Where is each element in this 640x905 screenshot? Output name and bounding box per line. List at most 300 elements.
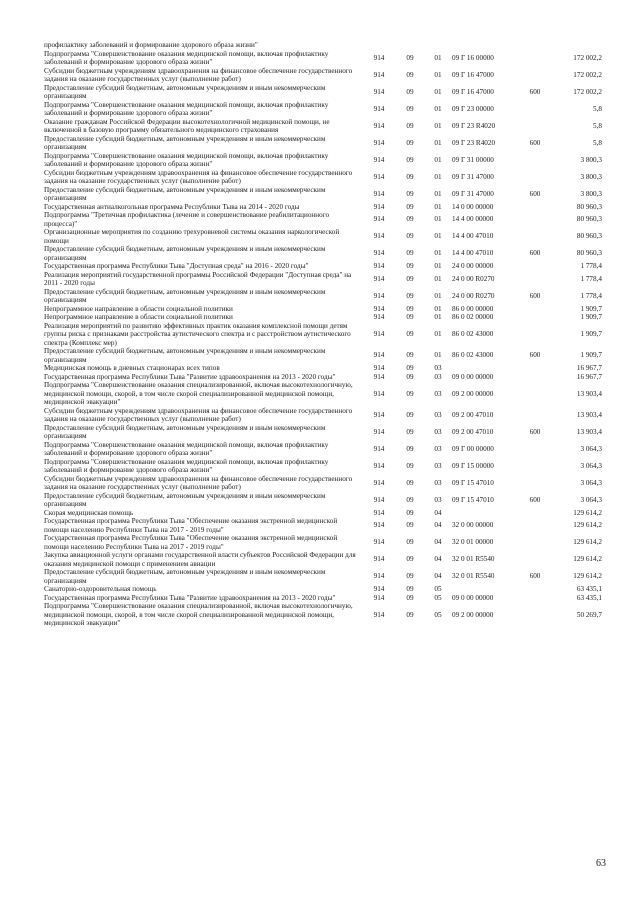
row-name: профилактику заболеваний и формирование здорового образа жизни" [44, 41, 258, 49]
row-target-article: 09 Г 15 47010 [452, 495, 494, 504]
row-ministry-code: 914 [373, 155, 385, 164]
row-ministry-code: 914 [373, 389, 385, 398]
table-row [44, 441, 602, 458]
row-expense-type [520, 602, 550, 628]
row-amount: 80 960,3 [576, 215, 602, 224]
row-name: Подпрограмма "Совершенствование оказания специализированной, включая высокотехнологичную, медицинской помощи, скорой, в том числе скорой специализированной медицинской помощи, медицинской эвакуации" [44, 381, 353, 406]
row-section-code: 09 [406, 70, 414, 79]
row-amount: 1 909,7 [580, 304, 602, 313]
row-subsection-code: 01 [434, 274, 442, 283]
row-expense-type [520, 211, 550, 228]
row-subsection-code: 03 [434, 372, 442, 381]
row-ministry-code: 914 [373, 521, 385, 530]
row-section-code: 09 [406, 291, 414, 300]
row-section-code: 09 [406, 521, 414, 530]
row-section-code: 09 [406, 389, 414, 398]
row-amount: 16 967,7 [576, 372, 602, 381]
row-section-code: 09 [406, 555, 414, 564]
row-ministry-code: 914 [373, 138, 385, 147]
row-ministry-code: 914 [373, 478, 385, 487]
row-name: Подпрограмма "Совершенствование оказания медицинской помощи, включая профилактику заболеваний и формирование здорового образа жизни" [44, 100, 329, 117]
row-ministry-code: 914 [373, 53, 385, 62]
row-target-article: 09 0 00 00000 [452, 593, 494, 602]
row-target-article: 09 Г 16 47000 [452, 70, 494, 79]
row-name: Оказание гражданам Российской Федерации высокотехнологичной медицинской помощи, не включенной в базовую программу обязательного медицинского страхования [44, 117, 330, 134]
row-amount: 3 064,3 [580, 495, 602, 504]
row-amount: 5,8 [593, 138, 602, 147]
row-target-article: 14 4 00 47010 [452, 232, 494, 241]
row-amount: 5,8 [593, 121, 602, 130]
row-subsection-code: 01 [434, 215, 442, 224]
row-expense-type [520, 475, 550, 492]
row-expense-type [520, 585, 550, 594]
row-ministry-code: 914 [373, 351, 385, 360]
row-expense-type [520, 203, 550, 212]
row-section-code: 09 [406, 351, 414, 360]
table-row [44, 118, 602, 135]
row-subsection-code: 03 [434, 427, 442, 436]
row-target-article: 24 0 00 00000 [452, 262, 494, 270]
row-subsection-code: 05 [434, 593, 442, 602]
row-amount: 1 778,4 [580, 291, 602, 300]
row-ministry-code: 914 [373, 249, 385, 258]
row-target-article [452, 585, 520, 594]
row-ministry-code: 914 [373, 495, 385, 504]
row-section-code: 09 [406, 262, 414, 270]
row-subsection-code: 01 [434, 121, 442, 130]
row-amount: 1 909,7 [580, 313, 602, 321]
row-section-code: 09 [406, 593, 414, 602]
row-section-code: 09 [406, 410, 414, 419]
row-target-article: 09 Г 16 47000 [452, 87, 494, 96]
row-name: Предоставление субсидий бюджетным, автономным учреждениям и иным некоммерческим организациям [44, 491, 326, 508]
row-name: Предоставление субсидий бюджетным, автономным учреждениям и иным некоммерческим организациям [44, 568, 326, 585]
row-ministry-code: 914 [373, 189, 385, 198]
row-section-code: 09 [406, 572, 414, 581]
row-ministry-code: 914 [373, 461, 385, 470]
table-row [44, 135, 602, 152]
row-amount: 13 903,4 [576, 389, 602, 398]
row-target-article: 09 2 00 00000 [452, 389, 494, 398]
row-ministry-code: 914 [373, 410, 385, 419]
row-section-code: 09 [406, 304, 414, 313]
row-subsection-code: 03 [434, 478, 442, 487]
row-expense-type [520, 381, 550, 407]
row-expense-type [520, 152, 550, 169]
row-name: Непрограммное направление в области социальной политики [44, 313, 233, 321]
row-ministry-code: 914 [373, 555, 385, 564]
row-amount: 63 435,1 [576, 593, 602, 602]
table-row [44, 407, 602, 424]
row-ministry-code: 914 [373, 104, 385, 113]
row-expense-type: 600 [529, 291, 541, 300]
row-target-article: 09 Г 15 00000 [452, 461, 494, 470]
row-target-article: 09 2 00 00000 [452, 610, 494, 619]
row-target-article: 09 Г 15 47010 [452, 478, 494, 487]
row-name: Реализация мероприятий государственной программы Российской Федерации "Доступная среда" на 2011 - 2020 годы [44, 270, 352, 287]
row-subsection-code: 03 [434, 444, 442, 453]
row-name: Подпрограмма "Совершенствование оказания медицинской помощи, включая профилактику заболеваний и формирование здорового образа жизни" [44, 440, 329, 457]
row-name: Субсидии бюджетным учреждениям здравоохранения на финансовое обеспечение государственного задания на оказание государственных услуг (выполнение работ) [44, 66, 353, 83]
table-row [44, 50, 602, 67]
row-amount: 129 614,2 [573, 508, 602, 517]
row-ministry-code: 914 [373, 372, 385, 381]
row-target-article: 09 Г 16 00000 [452, 53, 494, 62]
row-target-article: 32 0 00 00000 [452, 521, 494, 530]
table-row [44, 228, 602, 245]
row-expense-type: 600 [529, 138, 541, 147]
row-expense-type [520, 364, 550, 373]
row-name: Подпрограмма "Совершенствование оказания специализированной, включая высокотехнологичную, медицинской помощи, скорой, в том числе скорой специализированной медицинской помощи, медицинской эвакуации" [44, 602, 353, 627]
row-target-article: 24 0 00 R0270 [452, 291, 495, 300]
row-expense-type [520, 262, 550, 271]
row-subsection-code: 01 [434, 313, 442, 321]
row-expense-type: 600 [529, 427, 541, 436]
row-ministry-code: 914 [373, 291, 385, 300]
row-expense-type [520, 517, 550, 534]
row-amount: 80 960,3 [576, 202, 602, 211]
row-section-code [396, 41, 424, 50]
row-ministry-code: 914 [373, 202, 385, 211]
row-section-code: 09 [406, 538, 414, 547]
row-name: Санаторно-оздоровительная помощь [44, 585, 157, 593]
row-subsection-code: 04 [434, 538, 442, 547]
row-section-code: 09 [406, 444, 414, 453]
row-name: Закупка авиационной услуги органами государственной власти субъектов Российской Федерации для оказания медицинской помощи с применением авиации [44, 551, 356, 568]
row-subsection-code: 05 [434, 585, 442, 593]
row-subsection-code: 01 [434, 249, 442, 258]
row-amount: 80 960,3 [576, 232, 602, 241]
table-row [44, 585, 602, 594]
row-expense-type [520, 551, 550, 568]
row-target-article: 32 0 01 R5540 [452, 555, 495, 564]
row-ministry-code: 914 [373, 172, 385, 181]
table-row [44, 373, 602, 382]
row-section-code: 09 [406, 121, 414, 130]
row-section-code: 09 [406, 189, 414, 198]
row-target-article: 14 4 00 47010 [452, 249, 494, 258]
row-section-code: 09 [406, 172, 414, 181]
row-expense-type [520, 41, 550, 50]
row-expense-type: 600 [529, 351, 541, 360]
row-name: Субсидии бюджетным учреждениям здравоохранения на финансовое обеспечение государственного задания на оказание государственных услуг (выполнение работ) [44, 474, 353, 491]
row-section-code: 09 [406, 313, 414, 321]
row-target-article: 24 0 00 R0270 [452, 274, 495, 283]
table-row [44, 101, 602, 118]
row-ministry-code: 914 [373, 232, 385, 241]
row-name: Предоставление субсидий бюджетным, автономным учреждениям и иным некоммерческим организациям [44, 347, 326, 364]
row-amount: 129 614,2 [573, 555, 602, 564]
row-amount: 16 967,7 [576, 364, 602, 372]
row-ministry-code: 914 [373, 364, 385, 372]
row-name: Субсидии бюджетным учреждениям здравоохранения на финансовое обеспечение государственного задания на оказание государственных услуг (выполнение работ) [44, 406, 353, 423]
row-subsection-code: 01 [434, 304, 442, 313]
row-target-article: 09 2 00 47010 [452, 427, 494, 436]
row-expense-type: 600 [529, 189, 541, 198]
row-target-article: 32 0 01 00000 [452, 538, 494, 547]
row-name: Предоставление субсидий бюджетным, автономным учреждениям и иным некоммерческим организациям [44, 185, 326, 202]
row-target-article: 14 0 00 00000 [452, 202, 494, 211]
row-section-code: 09 [406, 610, 414, 619]
row-target-article: 09 0 00 00000 [452, 372, 494, 381]
row-section-code: 09 [406, 364, 414, 372]
row-expense-type: 600 [529, 572, 541, 581]
row-name: Медицинская помощь в дневных стационарах всех типов [44, 364, 220, 372]
row-name: Реализация мероприятий по развитию эффективных практик оказания комплексной помощи детям группы риска с признаками расстройства аутистического спектра и с расстройством аутистического спектра (Комплекс мер) [44, 321, 351, 347]
row-amount: 3 800,3 [580, 155, 602, 164]
row-expense-type [520, 509, 550, 518]
row-name: Организационные мероприятия по созданию трехуровневой системы оказания наркологической помощи [44, 228, 340, 245]
row-subsection-code: 03 [434, 410, 442, 419]
row-amount: 13 903,4 [576, 410, 602, 419]
row-target-article: 09 Г 23 00000 [452, 104, 494, 113]
table-row [44, 492, 602, 509]
row-amount: 3 064,3 [580, 478, 602, 487]
row-ministry-code: 914 [373, 215, 385, 224]
row-section-code: 09 [406, 330, 414, 338]
row-ministry-code: 914 [373, 444, 385, 453]
row-name: Предоставление субсидий бюджетным, автономным учреждениям и иным некоммерческим организациям [44, 245, 326, 262]
row-expense-type [520, 534, 550, 551]
row-name: Государственная программа Республики Тыва "Развитие здравоохранения на 2013 - 2020 годы" [44, 593, 336, 602]
table-row [44, 288, 602, 305]
row-section-code: 09 [406, 249, 414, 258]
table-row [44, 84, 602, 101]
table-row [44, 152, 602, 169]
row-subsection-code: 01 [434, 138, 442, 147]
row-target-article: 09 Г 23 R4020 [452, 121, 496, 130]
table-row [44, 364, 602, 373]
row-ministry-code: 914 [373, 538, 385, 547]
table-row [44, 67, 602, 84]
row-ministry-code: 914 [373, 304, 385, 313]
row-amount: 5,8 [593, 104, 602, 113]
row-ministry-code: 914 [373, 70, 385, 79]
row-expense-type [520, 118, 550, 135]
row-subsection-code [424, 41, 452, 50]
row-section-code: 09 [406, 53, 414, 62]
row-expense-type [520, 407, 550, 424]
row-subsection-code: 04 [434, 555, 442, 564]
row-ministry-code: 914 [373, 313, 385, 321]
row-subsection-code: 03 [434, 495, 442, 504]
row-name: Государственная программа Республики Тыва "Обеспечение оказания экстренной медицинской помощи населению Республики Тыва на 2017 - 2019 годы" [44, 534, 338, 551]
row-name: Субсидии бюджетным учреждениям здравоохранения на финансовое обеспечение государственного задания на оказание государственных услуг (выполнение работ) [44, 168, 353, 185]
row-subsection-code: 01 [434, 53, 442, 62]
table-row [44, 245, 602, 262]
row-expense-type [520, 373, 550, 382]
row-amount: 3 800,3 [580, 189, 602, 198]
row-target-article: 09 Г 31 00000 [452, 155, 494, 164]
row-section-code: 09 [406, 508, 414, 517]
row-expense-type: 600 [529, 495, 541, 504]
row-ministry-code [362, 41, 396, 50]
row-subsection-code: 04 [434, 572, 442, 581]
row-amount: 3 800,3 [580, 172, 602, 181]
row-name: Предоставление субсидий бюджетным, автономным учреждениям и иным некоммерческим организациям [44, 423, 326, 440]
row-target-article: 86 0 00 00000 [452, 304, 494, 313]
row-name: Подпрограмма "Совершенствование оказания медицинской помощи, включая профилактику заболеваний и формирование здорового образа жизни" [44, 49, 329, 66]
row-section-code: 09 [406, 372, 414, 381]
row-amount: 172 002,2 [573, 70, 602, 79]
table-row [44, 322, 602, 348]
row-expense-type: 600 [529, 249, 541, 258]
row-target-article: 14 4 00 00000 [452, 215, 494, 224]
row-subsection-code: 01 [434, 291, 442, 300]
row-target-article: 86 0 02 00000 [452, 313, 494, 321]
table-row [44, 186, 602, 203]
table-row [44, 602, 602, 628]
row-subsection-code: 01 [434, 87, 442, 96]
row-ministry-code: 914 [373, 508, 385, 517]
table-row [44, 475, 602, 492]
row-ministry-code: 914 [373, 585, 385, 593]
row-ministry-code: 914 [373, 121, 385, 130]
row-subsection-code: 01 [434, 232, 442, 241]
row-name: Подпрограмма "Совершенствование оказания медицинской помощи, включая профилактику заболеваний и формирование здорового образа жизни" [44, 457, 329, 474]
row-amount: 50 269,7 [576, 610, 602, 619]
row-section-code: 09 [406, 427, 414, 436]
row-subsection-code: 01 [434, 202, 442, 211]
row-target-article [452, 41, 520, 50]
row-expense-type [520, 101, 550, 118]
row-amount: 3 064,3 [580, 461, 602, 470]
row-ministry-code: 914 [373, 274, 385, 283]
row-subsection-code: 03 [434, 364, 442, 372]
row-subsection-code: 04 [434, 521, 442, 530]
row-target-article: 86 0 02 43000 [452, 351, 494, 360]
row-ministry-code: 914 [373, 593, 385, 602]
row-target-article: 86 0 02 43000 [452, 330, 494, 338]
row-section-code: 09 [406, 155, 414, 164]
table-row [44, 568, 602, 585]
table-row [44, 262, 602, 271]
row-target-article: 09 Г 31 47000 [452, 172, 494, 181]
row-name: Государственная программа Республики Тыва "Доступная среда" на 2016 - 2020 годы" [44, 262, 309, 270]
row-section-code: 09 [406, 202, 414, 211]
row-ministry-code: 914 [373, 87, 385, 96]
row-amount: 129 614,2 [573, 521, 602, 530]
row-name: Государственная программа Республики Тыва "Развитие здравоохранения на 2013 - 2020 годы" [44, 372, 336, 381]
row-section-code: 09 [406, 138, 414, 147]
row-section-code: 09 [406, 104, 414, 113]
table-row [44, 517, 602, 534]
row-name: Государственная программа Республики Тыва "Обеспечение оказания экстренной медицинской помощи населению Республики Тыва на 2017 - 2019 годы" [44, 517, 338, 534]
row-amount: 1 778,4 [580, 262, 602, 270]
row-target-article: 09 Г 00 00000 [452, 444, 494, 453]
row-amount: 13 903,4 [576, 427, 602, 436]
table-row [44, 211, 602, 228]
table-row [44, 424, 602, 441]
budget-table [44, 41, 602, 628]
row-subsection-code: 01 [434, 189, 442, 198]
budget-table-body [44, 41, 602, 628]
row-expense-type [520, 313, 550, 322]
row-target-article: 09 2 00 47010 [452, 410, 494, 419]
row-target-article [452, 364, 520, 373]
row-amount: 1 909,7 [580, 330, 602, 338]
row-name: Предоставление субсидий бюджетным, автономным учреждениям и иным некоммерческим организациям [44, 134, 326, 151]
row-section-code: 09 [406, 495, 414, 504]
row-amount: 80 960,3 [576, 249, 602, 258]
row-expense-type [520, 594, 550, 603]
table-row [44, 347, 602, 364]
row-section-code: 09 [406, 232, 414, 241]
row-target-article: 09 Г 31 47000 [452, 189, 494, 198]
row-subsection-code: 01 [434, 172, 442, 181]
row-ministry-code: 914 [373, 262, 385, 270]
row-name: Государственная антиалкогольная программа Республики Тыва на 2014 - 2020 годы [44, 202, 300, 211]
table-row [44, 313, 602, 322]
row-name: Предоставление субсидий бюджетным, автономным учреждениям и иным некоммерческим организациям [44, 287, 326, 304]
row-subsection-code: 03 [434, 461, 442, 470]
row-ministry-code: 914 [373, 610, 385, 619]
row-section-code: 09 [406, 87, 414, 96]
row-expense-type: 600 [529, 87, 541, 96]
row-section-code: 09 [406, 215, 414, 224]
row-name: Подпрограмма "Третичная профилактика (лечение и совершенствование реабилитационного процесса)" [44, 211, 330, 228]
row-amount: 3 064,3 [580, 444, 602, 453]
row-subsection-code: 03 [434, 389, 442, 398]
table-row [44, 169, 602, 186]
table-row [44, 271, 602, 288]
row-ministry-code: 914 [373, 427, 385, 436]
row-expense-type [520, 50, 550, 67]
row-expense-type [520, 271, 550, 288]
row-amount: 129 614,2 [573, 572, 602, 581]
row-expense-type [520, 228, 550, 245]
row-name: Скорая медицинская помощь [44, 508, 134, 517]
row-amount: 63 435,1 [576, 585, 602, 593]
row-name: Предоставление субсидий бюджетным, автономным учреждениям и иным некоммерческим организациям [44, 83, 326, 100]
row-expense-type [520, 169, 550, 186]
table-row [44, 41, 602, 50]
row-target-article [452, 509, 520, 518]
row-section-code: 09 [406, 274, 414, 283]
table-row [44, 381, 602, 407]
row-subsection-code: 01 [434, 351, 442, 360]
table-row [44, 305, 602, 314]
row-amount [550, 41, 602, 50]
row-expense-type [520, 67, 550, 84]
table-row [44, 551, 602, 568]
row-amount: 172 002,2 [573, 87, 602, 96]
row-name: Непрограммное направление в области социальной политики [44, 304, 233, 313]
row-subsection-code: 01 [434, 330, 442, 338]
row-subsection-code: 05 [434, 610, 442, 619]
table-row [44, 203, 602, 212]
row-amount: 129 614,2 [573, 538, 602, 547]
row-ministry-code: 914 [373, 572, 385, 581]
row-ministry-code: 914 [373, 330, 385, 338]
row-subsection-code: 01 [434, 70, 442, 79]
row-subsection-code: 01 [434, 104, 442, 113]
row-amount: 172 002,2 [573, 53, 602, 62]
table-row [44, 458, 602, 475]
row-expense-type [520, 322, 550, 348]
row-section-code: 09 [406, 478, 414, 487]
row-subsection-code: 04 [434, 508, 442, 517]
row-expense-type [520, 305, 550, 314]
row-subsection-code: 01 [434, 155, 442, 164]
row-section-code: 09 [406, 461, 414, 470]
table-row [44, 594, 602, 603]
row-amount: 1 778,4 [580, 274, 602, 283]
row-target-article: 09 Г 23 R4020 [452, 138, 496, 147]
row-target-article: 32 0 01 R5540 [452, 572, 495, 581]
table-row [44, 509, 602, 518]
row-name: Подпрограмма "Совершенствование оказания медицинской помощи, включая профилактику заболеваний и формирование здорового образа жизни" [44, 151, 329, 168]
